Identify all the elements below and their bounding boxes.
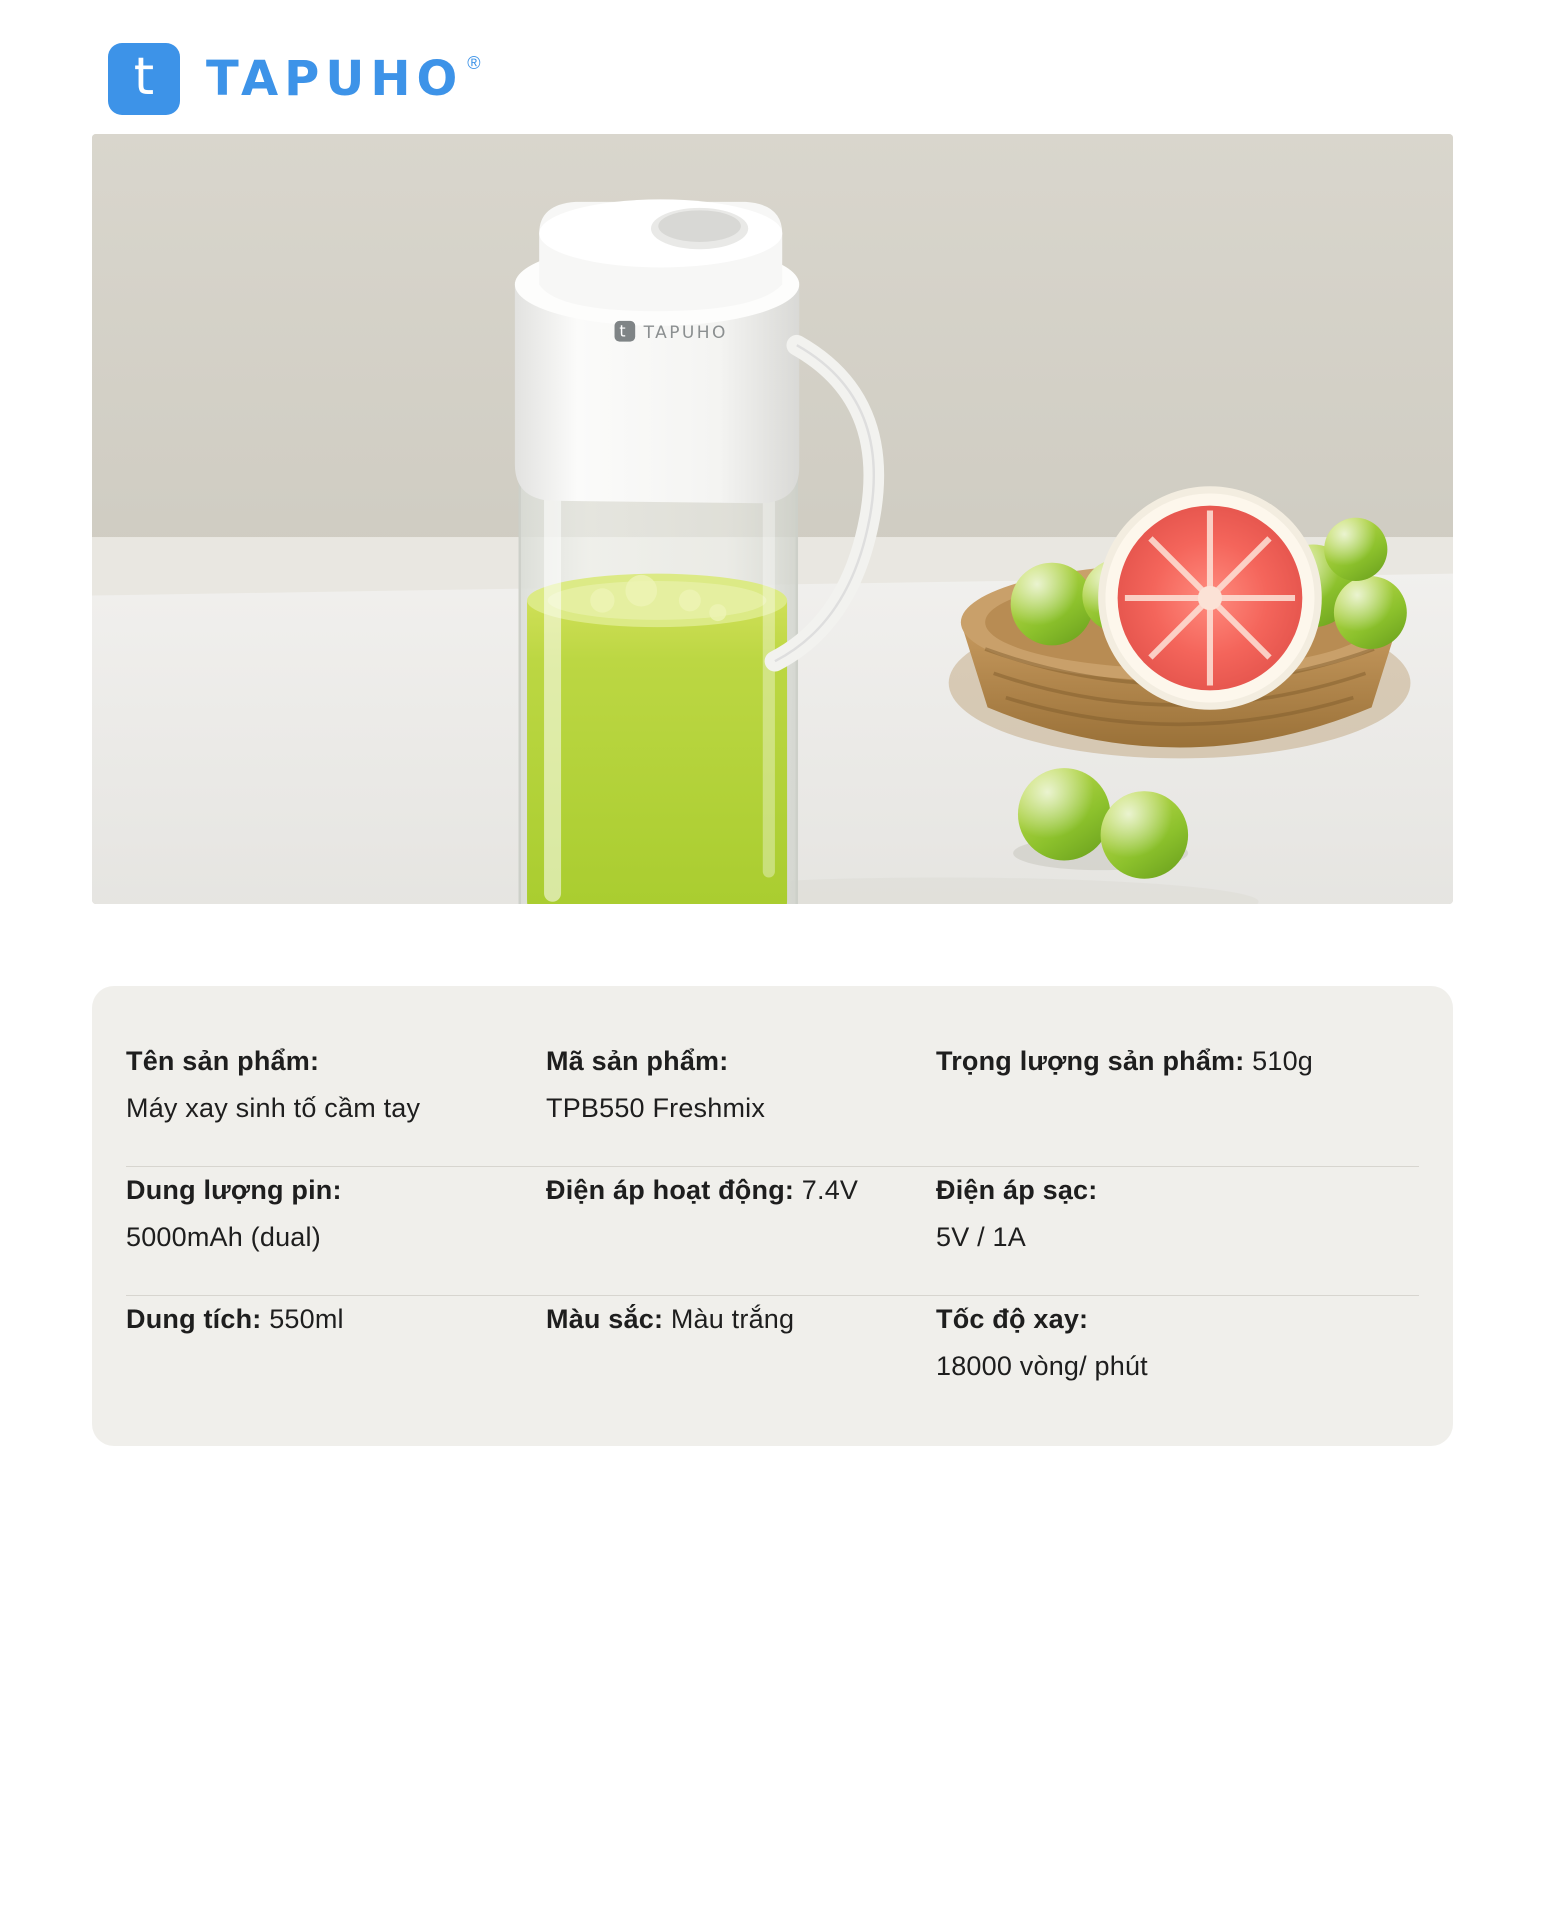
spec-value: TPB550 Freshmix <box>546 1093 766 1123</box>
svg-text:t: t <box>619 321 626 341</box>
spec-charging-voltage <box>930 1167 1425 1261</box>
spec-blend-speed <box>930 1296 1425 1390</box>
hero-illustration <box>92 134 1453 904</box>
spec-value: 5V / 1A <box>936 1222 1026 1252</box>
brand-header <box>0 0 1545 107</box>
spec-volume <box>120 1296 540 1343</box>
specification-card <box>92 986 1453 1446</box>
grapefruit-half <box>1098 486 1322 710</box>
spec-value: Màu trắng <box>670 1304 795 1334</box>
spec-label: Dung lượng pin: <box>126 1175 342 1205</box>
spec-label: Điện áp hoạt động: <box>546 1175 795 1205</box>
registered-trademark-icon: ® <box>467 53 481 73</box>
svg-text:TAPUHO: TAPUHO <box>643 322 728 343</box>
hero-product-image <box>92 134 1453 904</box>
spec-value: 7.4V <box>801 1175 859 1205</box>
spec-value: 510g <box>1252 1046 1314 1076</box>
spec-operating-voltage <box>540 1167 930 1214</box>
spec-value: 550ml <box>269 1304 344 1334</box>
spec-value: Máy xay sinh tố cầm tay <box>126 1093 421 1123</box>
spec-product-weight <box>930 1038 1425 1085</box>
spec-battery-capacity <box>120 1167 540 1261</box>
spec-value: 5000mAh (dual) <box>126 1222 321 1252</box>
spec-label: Dung tích: <box>126 1304 262 1334</box>
spec-label: Mã sản phẩm: <box>546 1046 729 1076</box>
spec-row <box>92 1296 1453 1390</box>
spec-product-code <box>540 1038 930 1132</box>
spec-row <box>92 1038 1453 1132</box>
spec-value: 18000 vòng/ phút <box>936 1351 1148 1381</box>
spec-label: Tên sản phẩm: <box>126 1046 320 1076</box>
brand-wordmark <box>206 51 481 107</box>
spec-label: Tốc độ xay: <box>936 1304 1089 1334</box>
brand-logo-mark <box>108 43 180 115</box>
brand-monogram: t <box>133 47 155 107</box>
spec-color <box>540 1296 930 1343</box>
spec-label: Điện áp sạc: <box>936 1175 1098 1205</box>
spec-product-name <box>120 1038 540 1132</box>
spec-row <box>92 1167 1453 1261</box>
spec-label: Màu sắc: <box>546 1304 664 1334</box>
brand-wordmark-text: TAPUHO <box>206 51 464 107</box>
spec-label: Trọng lượng sản phẩm: <box>936 1046 1245 1076</box>
